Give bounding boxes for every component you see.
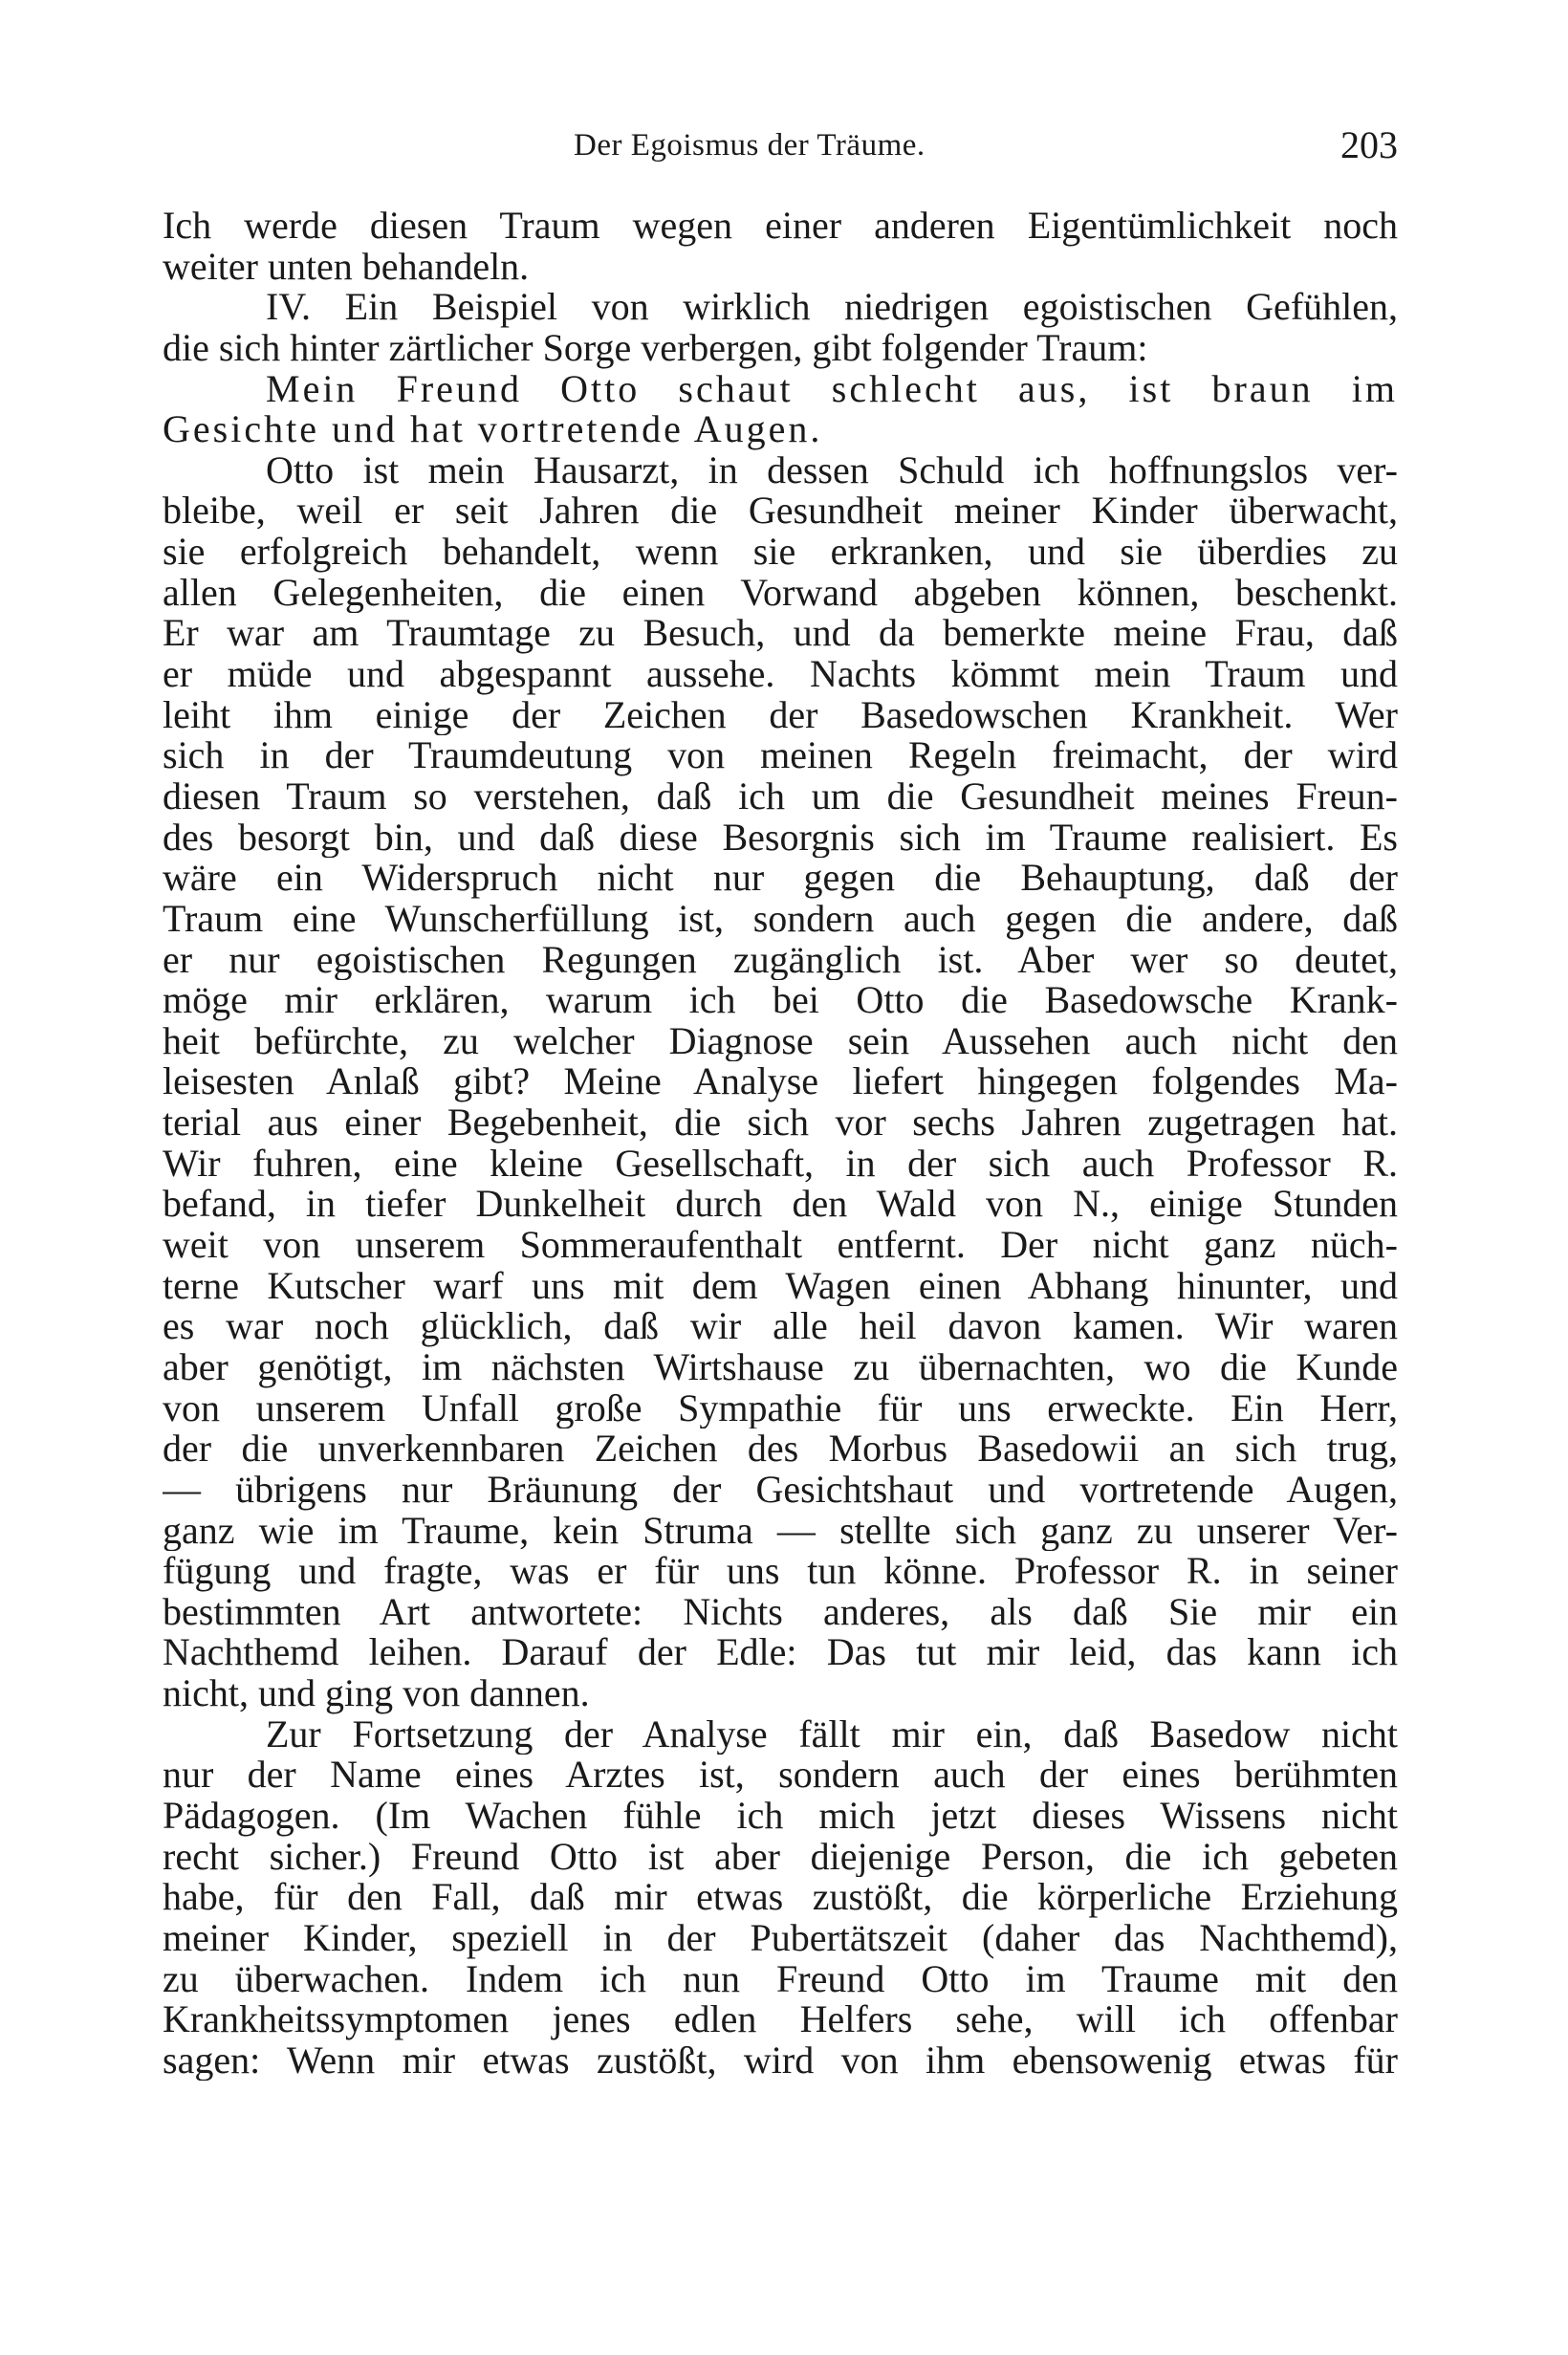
text-line: aber genötigt, im nächsten Wirtshause zu übernachten, wo die Kunde xyxy=(163,1346,1398,1388)
text-line: weit von unserem Sommeraufenthalt entfernt. Der nicht ganz nüch- xyxy=(163,1225,1398,1266)
text-line: leiht ihm einige der Zeichen der Basedowschen Krankheit. Wer xyxy=(163,694,1398,736)
text-line: terne Kutscher warf uns mit dem Wagen einen Abhang hinunter, und xyxy=(163,1265,1398,1307)
body-text xyxy=(163,206,1398,2081)
text-line: Wir fuhren, eine kleine Gesellschaft, in der sich auch Professor R. xyxy=(163,1143,1398,1185)
text-line: sich in der Traumdeutung von meinen Regeln freimacht, der wird xyxy=(163,735,1398,776)
text-line: Otto ist mein Hausarzt, in dessen Schuld ich hoffnungslos ver- xyxy=(266,449,1398,491)
text-line: er müde und abgespannt aussehe. Nachts kömmt mein Traum und xyxy=(163,654,1398,695)
text-line: des besorgt bin, und daß diese Besorgnis sich im Traume realisiert. Es xyxy=(163,817,1398,859)
text-line: weiter unten behandeln. xyxy=(163,246,530,288)
text-line: von unserem Unfall große Sympathie für uns erweckte. Ein Herr, xyxy=(163,1387,1398,1429)
text-line: bestimmten Art antwortete: Nichts anderes, als daß Sie mir ein xyxy=(163,1591,1398,1633)
text-line: Zur Fortsetzung der Analyse fällt mir ein, daß Basedow nicht xyxy=(266,1713,1398,1755)
text-line: er nur egoistischen Regungen zugänglich ist. Aber wer so deutet, xyxy=(163,939,1398,981)
text-line: allen Gelegenheiten, die einen Vorwand abgeben können, beschenkt. xyxy=(163,572,1398,614)
text-line: diesen Traum so verstehen, daß ich um die Gesundheit meines Freun- xyxy=(163,775,1398,818)
text-line: nur der Name eines Arztes ist, sondern auch der eines berühmten xyxy=(163,1755,1398,1796)
text-line: zu überwachen. Indem ich nun Freund Otto im Traume mit den xyxy=(163,1958,1398,2000)
text-line: nicht, und ging von dannen. xyxy=(163,1673,590,1714)
text-line: terial aus einer Begebenheit, die sich vor sechs Jahren zugetragen hat. xyxy=(163,1102,1398,1144)
text-line: — übrigens nur Bräunung der Gesichtshaut und vortretende Augen, xyxy=(163,1469,1398,1511)
text-line: der die unverkennbaren Zeichen des Morbus Basedowii an sich trug, xyxy=(163,1428,1398,1470)
text-line: Mein Freund Otto schaut schlecht aus, ist braun im xyxy=(266,368,1398,410)
page-number: 203 xyxy=(1340,123,1398,166)
text-line: heit befürchte, zu welcher Diagnose sein Aussehen auch nicht den xyxy=(163,1020,1398,1062)
text-line: IV. Ein Beispiel von wirklich niedrigen egoistischen Gefühlen, xyxy=(266,287,1398,328)
text-line: bleibe, weil er seit Jahren die Gesundheit meiner Kinder überwacht, xyxy=(163,491,1398,533)
text-line: sagen: Wenn mir etwas zustößt, wird von ihm ebensowenig etwas für xyxy=(163,2039,1398,2082)
text-line: sie erfolgreich behandelt, wenn sie erkranken, und sie überdies zu xyxy=(163,532,1398,573)
text-line: Er war am Traumtage zu Besuch, und da bemerkte meine Frau, daß xyxy=(163,613,1398,655)
text-line: leisesten Anlaß gibt? Meine Analyse liefert hingegen folgendes Ma- xyxy=(163,1061,1398,1103)
text-line: recht sicher.) Freund Otto ist aber diejenige Person, die ich gebeten xyxy=(163,1836,1398,1878)
text-line: befand, in tiefer Dunkelheit durch den Wald von N., einige Stunden xyxy=(163,1184,1398,1226)
text-line: wäre ein Widerspruch nicht nur gegen die Behauptung, daß der xyxy=(163,858,1398,899)
text-line: Pädagogen. (Im Wachen fühle ich mich jetzt dieses Wissens nicht xyxy=(163,1795,1398,1837)
text-line: die sich hinter zärtlicher Sorge verbergen, gibt folgender Traum: xyxy=(163,327,1148,369)
text-line: Ich werde diesen Traum wegen einer anderen Eigentümlichkeit noch xyxy=(163,206,1398,247)
text-line: fügung und fragte, was er für uns tun könne. Professor R. in seiner xyxy=(163,1551,1398,1592)
text-line: Traum eine Wunscherfüllung ist, sondern auch gegen die andere, daß xyxy=(163,898,1398,940)
text-line: Gesichte und hat vortretende Augen. xyxy=(163,409,823,450)
text-line: es war noch glücklich, daß wir alle heil davon kamen. Wir waren xyxy=(163,1306,1398,1347)
text-line: ganz wie im Traume, kein Struma — stellte sich ganz zu unserer Ver- xyxy=(163,1510,1398,1552)
text-line: Krankheitssymptomen jenes edlen Helfers sehe, will ich offenbar xyxy=(163,1999,1398,2040)
text-line: habe, für den Fall, daß mir etwas zustößt, die körperliche Erziehung xyxy=(163,1877,1398,1918)
text-line: meiner Kinder, speziell in der Pubertätszeit (daher das Nachthemd), xyxy=(163,1917,1398,1959)
running-title: Der Egoismus der Träume. xyxy=(574,128,926,163)
text-line: Nachthemd leihen. Darauf der Edle: Das tut mir leid, das kann ich xyxy=(163,1632,1398,1674)
text-line: möge mir erklären, warum ich bei Otto die Basedowsche Krank- xyxy=(163,980,1398,1021)
